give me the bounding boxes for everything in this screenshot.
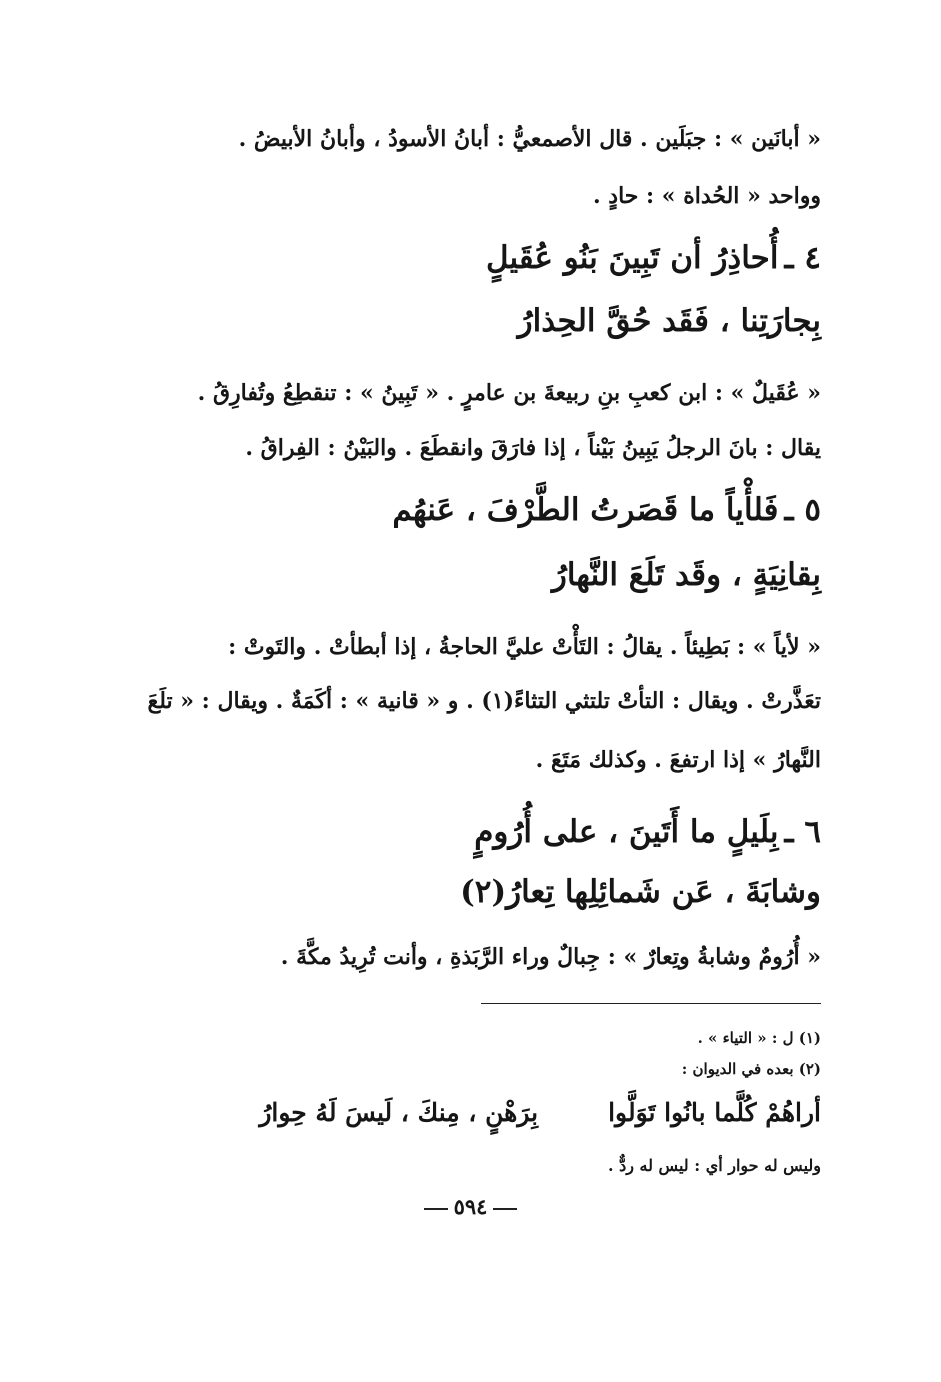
verse-text: فَلأْياً ما قَصَرتُ الطَّرْفَ ، عَنهُم bbox=[392, 492, 779, 528]
verse-number: ٤ ـ bbox=[784, 240, 821, 276]
commentary-line: « لأياً » : بَطِيئاً . يقالُ : التَأْتْ عليَّ الحاجةُ ، إذا أبطأتْ . والتَوتْ : bbox=[228, 634, 821, 660]
footnote-1: (١) ل : « التياء » . bbox=[697, 1029, 821, 1047]
commentary-line: « عُقَيلٌ » : ابن كعبِ بنِ ربيعةَ بن عامرٍ . « تَبِينُ » : تنقطِعُ وتُفارِقُ . bbox=[197, 380, 821, 406]
prose-line: وواحد « الحُداة » : حادٍ . bbox=[592, 183, 821, 209]
verse-6-first-hemistich bbox=[474, 814, 821, 850]
footnote-2: (٢) بعده في الديوان : bbox=[681, 1060, 821, 1078]
verse-text: بِلَيلٍ ما أَتَينَ ، على أُرُومٍ bbox=[474, 814, 779, 850]
footnote-verse bbox=[259, 1098, 821, 1127]
verse-number: ٦ ـ bbox=[784, 814, 821, 850]
verse-5-second-hemistich: بِقانِيَةٍ ، وقَد تَلَعَ النَّهارُ bbox=[551, 557, 821, 593]
page-number-text: ٥٩٤ bbox=[453, 1194, 488, 1219]
commentary-line: النَّهارُ » إذا ارتفعَ . وكذلك مَتَعَ . bbox=[535, 747, 821, 773]
footnote-verse-first: أراهُمْ كُلَّما بانُوا تَوَلَّوا bbox=[608, 1098, 821, 1127]
commentary-line: تعَذَّرتْ . ويقال : التأتْ تلتثي التثاءً(١) . و « قانية » : أكَمَةٌ . ويقال : « تلَعَ bbox=[147, 688, 821, 714]
verse-text: أُحاذِرُ أن تَبِينَ بَنُو عُقَيلٍ bbox=[485, 240, 779, 276]
verse-4-first-hemistich bbox=[486, 240, 821, 276]
verse-4-second-hemistich: بِجارَتِنا ، فَقَد حُقَّ الحِذارُ bbox=[517, 303, 821, 339]
page-number bbox=[0, 1194, 941, 1219]
commentary-line: يقال : بانَ الرجلُ يَبِينُ بَيْناً ، إذا فارَقَ وانقطَعَ . والبَيْنُ : الفِراقُ . bbox=[245, 435, 821, 461]
prose-line: « أبانَين » : جبَلَين . قال الأصمعيُّ : أبانُ الأسودُ ، وأبانُ الأبيضُ . bbox=[238, 126, 821, 152]
footnote-verse-second: بِرَهْنٍ ، مِنكَ ، لَيسَ لَهُ حِوارُ bbox=[259, 1098, 539, 1127]
dash-right bbox=[424, 1208, 448, 1210]
dash-left bbox=[493, 1208, 517, 1210]
verse-number: ٥ ـ bbox=[784, 492, 821, 528]
footnote-gloss: وليس له حوار أي : ليس له ردٌّ . bbox=[607, 1156, 821, 1175]
footnote-separator bbox=[481, 1003, 821, 1004]
verse-5-first-hemistich bbox=[392, 492, 821, 528]
verse-6-second-hemistich: وشابَةَ ، عَن شَمائِلِها تِعارُ(٢) bbox=[460, 874, 821, 910]
commentary-line: « أُرُومٌ وشابةُ وتِعارٌ » : جِبالٌ وراء الرَّبَذةِ ، وأنت تُرِيدُ مكَّةَ . bbox=[280, 944, 821, 970]
